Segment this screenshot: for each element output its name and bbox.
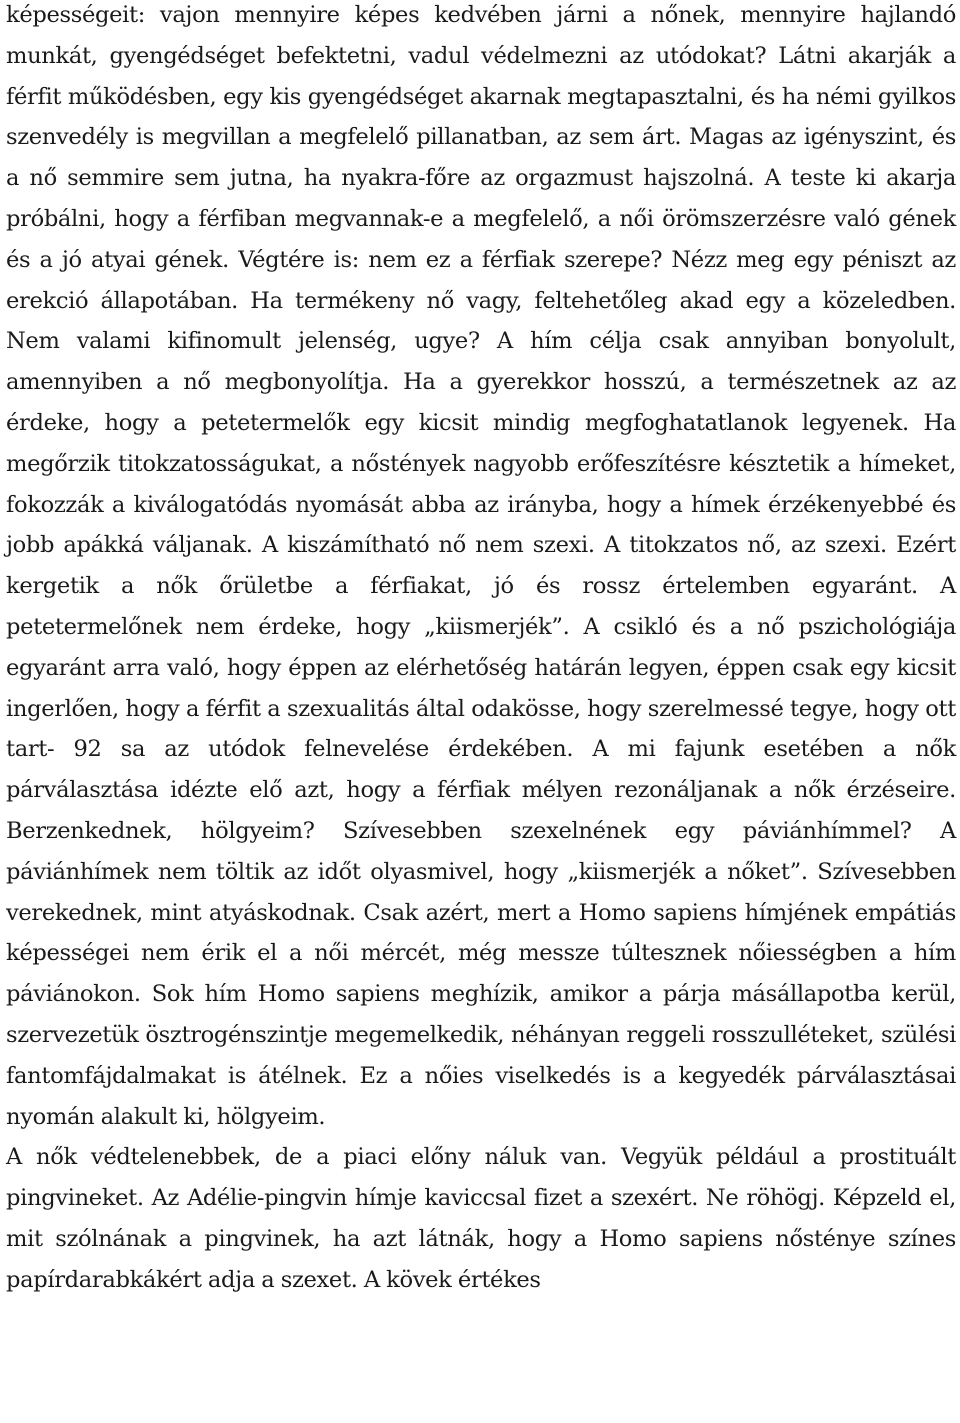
- body-paragraph: A nők védtelenebbek, de a piaci előny náluk van. Vegyük például a prostituált pingvineket. Az Adélie-pingvin hímje kaviccsal fizet a szexért. Ne röhögj. Képzeld el, mit szólnának a pingvinek, ha azt látnák, hogy a Homo sapiens nősténye színes papírdarabkákért adja a szexet. A kövek értékes: [6, 1144, 956, 1293]
- body-paragraph: képességeit: vajon mennyire képes kedvében járni a nőnek, mennyire hajlandó munkát, gyengédséget befektetni, vadul védelmezni az utódokat? Látni akarják a férfit működésben, egy kis gyengédséget akarnak megtapasztalni, és ha némi gyilkos szenvedély is megvillan a megfelelő pillanatban, az sem árt. Magas az igényszint, és a nő semmire sem jutna, ha nyakra-főre az orgazmust hajszolná. A teste ki akarja próbálni, hogy a férfiban megvannak-e a megfelelő, a női örömszerzésre való gének és a jó atyai gének. Végtére is: nem ez a férfiak szerepe? Nézz meg egy péniszt az erekció állapotában. Ha termékeny nő vagy, feltehetőleg akad egy a közeledben. Nem valami kifinomult jelenség, ugye? A hím célja csak annyiban bonyolult, amennyiben a nő megbonyolítja. Ha a gyerekkor hosszú, a természetnek az az érdeke, hogy a petetermelők egy kicsit mindig megfoghatatlanok legyenek. Ha megőrzik titokzatosságukat, a nőstények nagyobb erőfeszítésre késztetik a hímeket, fokozzák a kiválogatódás nyomását abba az irányba, hogy a hímek érzékenyebbé és jobb apákká váljanak. A kiszámítható nő nem szexi. A titokzatos nő, az szexi. Ezért kergetik a nők őrületbe a férfiakat, jó és rossz értelemben egyaránt. A petetermelőnek nem érdeke, hogy „kiismerjék”. A csikló és a nő pszichológiája egyaránt arra való, hogy éppen az elérhetőség határán legyen, éppen csak egy kicsit ingerlően, hogy a férfit a szexualitás által odakösse, hogy szerelmessé tegye, hogy ott tart- 92 sa az utódok felnevelése érdekében. A mi fajunk esetében a nők párválasztása idézte elő azt, hogy a férfiak mélyen rezonáljanak a nők érzéseire. Berzenkednek, hölgyeim? Szívesebben szexelnének egy páviánhímmel? A páviánhímek nem töltik az időt olyasmivel, hogy „kiismerjék a nőket”. Szívesebben verekednek, mint atyáskodnak. Csak azért, mert a Homo sapiens hímjének empátiás képességei nem érik el a női mércét, még messze túltesznek nőiességben a hím páviánokon. Sok hím Homo sapiens meghízik, amikor a párja másállapotba kerül, szervezetük ösztrogénszintje megemelkedik, néhányan reggeli rosszulléteket, szülési fantomfájdalmakat is átélnek. Ez a nőies viselkedés is a kegyedék párválasztásai nyomán alakult ki, hölgyeim.: [6, 2, 956, 1130]
